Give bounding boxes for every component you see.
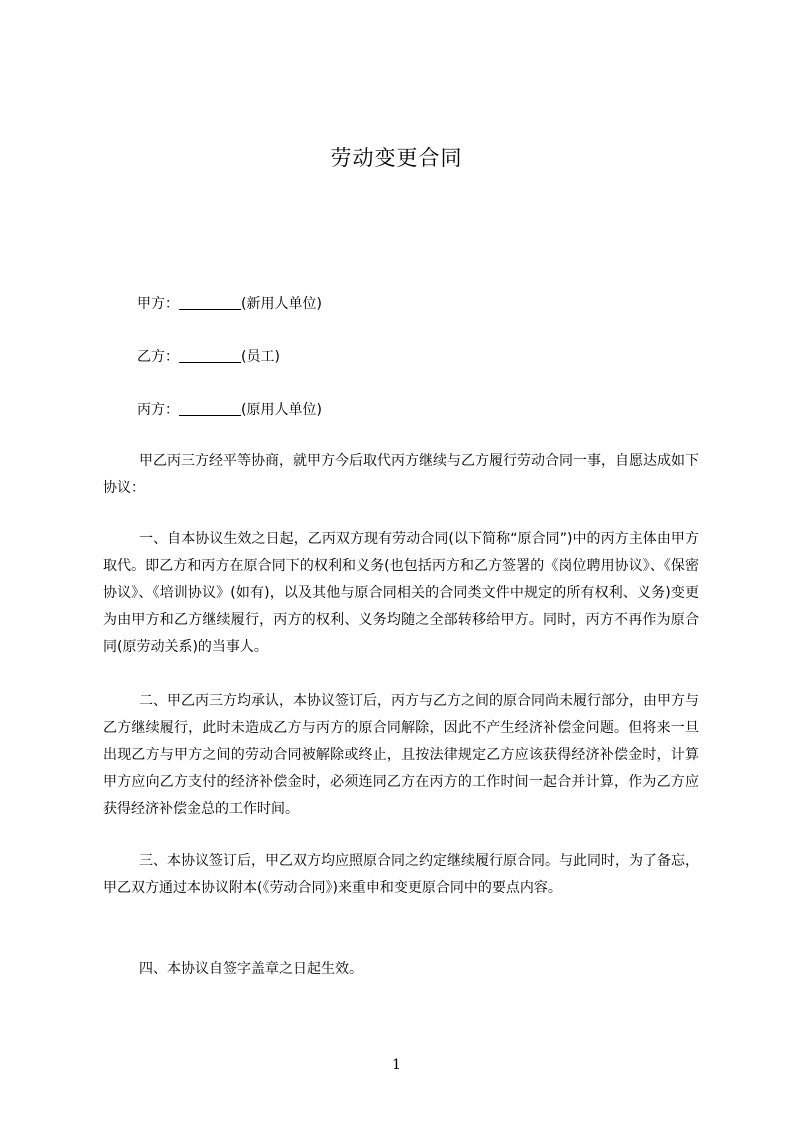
party-c-line [137, 399, 322, 419]
party-c-role: (原用人单位) [241, 402, 322, 418]
page-number: 1 [392, 1057, 401, 1073]
party-b-blank [179, 348, 241, 363]
party-b-role: (员工) [241, 349, 280, 365]
party-b-label: 乙方： [137, 349, 179, 365]
party-a-line [137, 293, 322, 313]
party-a-blank [179, 295, 241, 310]
party-a-label: 甲方： [137, 296, 179, 312]
party-c-blank [179, 401, 241, 416]
intro-paragraph: 甲乙丙三方经平等协商，就甲方今后取代丙方继续与乙方履行劳动合同一事，自愿达成如下协议： [103, 453, 699, 496]
party-a-role: (新用人单位) [241, 296, 322, 312]
party-c-label: 丙方： [137, 402, 179, 418]
document-title: 劳动变更合同 [330, 146, 463, 170]
clause-3: 三、本协议签订后，甲乙双方均应照原合同之约定继续履行原合同。与此同时，为了备忘，甲乙双方通过本协议附本(《劳动合同》)来重申和变更原合同中的要点内容。 [103, 853, 699, 896]
party-b-line [137, 346, 280, 366]
clause-4: 四、本协议自签字盖章之日起生效。 [139, 961, 363, 977]
clause-2: 二、甲乙丙三方均承认，本协议签订后，丙方与乙方之间的原合同尚未履行部分，由甲方与乙方继续履行，此时未造成乙方与丙方的原合同解除，因此不产生经济补偿金问题。但将来一旦出现乙方与甲方之间的劳动合同被解除或终止，且按法律规定乙方应该获得经济补偿金时，计算甲方应向乙方支付的经济补偿金时，必须连同乙方在丙方的工作时间一起合并计算，作为乙方应获得经济补偿金总的工作时间。 [103, 693, 699, 817]
clause-1: 一、自本协议生效之日起，乙丙双方现有劳动合同(以下简称“原合同”)中的丙方主体由甲方取代。即乙方和丙方在原合同下的权利和义务(也包括丙方和乙方签署的《岗位聘用协议》、《保密协议》、《培训协议》(如有)，以及其他与原合同相关的合同类文件中规定的所有权利、义务)变更为由甲方和乙方继续履行，丙方的权利、义务均随之全部转移给甲方。同时，丙方不再作为原合同(原劳动关系)的当事人。 [103, 531, 699, 655]
